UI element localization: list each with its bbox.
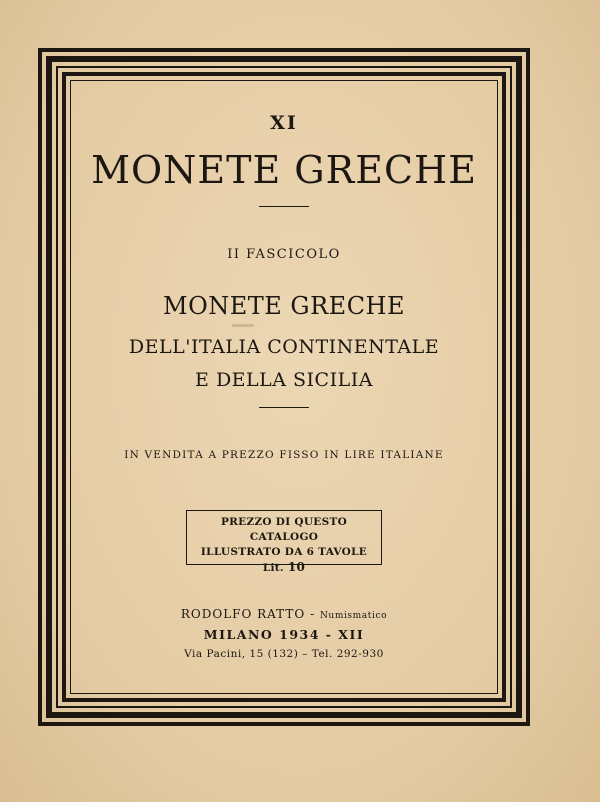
subtitle-line-3: E DELLA SICILIA — [195, 369, 373, 391]
price-line-3 — [187, 560, 381, 576]
address: Via Pacini, 15 (132) – Tel. 292-930 — [184, 648, 384, 660]
page-title: MONETE GRECHE — [91, 148, 477, 192]
sale-note: IN VENDITA A PREZZO FISSO IN LIRE ITALIANE — [124, 449, 444, 461]
lit-label: Lit. — [262, 562, 284, 574]
publisher-name: RODOLFO RATTO — [180, 607, 306, 621]
publisher-line — [72, 607, 496, 621]
publisher-separator: - — [305, 607, 320, 621]
subtitle-line-2: DELL'ITALIA CONTINENTALE — [128, 336, 440, 358]
price-line-2: ILLUSTRATO DA 6 TAVOLE — [200, 546, 368, 558]
price-line-1: PREZZO DI QUESTO CATALOGO — [220, 516, 348, 543]
divider-rule — [259, 407, 309, 408]
cover-content — [72, 82, 496, 692]
divider-rule — [259, 206, 309, 207]
city-year: MILANO 1934 - XII — [203, 627, 365, 642]
series-number: XI — [270, 112, 298, 134]
fascicle-label: II FASCICOLO — [227, 247, 341, 262]
paper-blemish — [232, 324, 254, 327]
subtitle-line-1: MONETE GRECHE — [163, 292, 405, 320]
price-box — [186, 510, 382, 574]
lit-value: 10 — [287, 560, 306, 574]
publisher-role: Numismatico — [319, 611, 388, 621]
